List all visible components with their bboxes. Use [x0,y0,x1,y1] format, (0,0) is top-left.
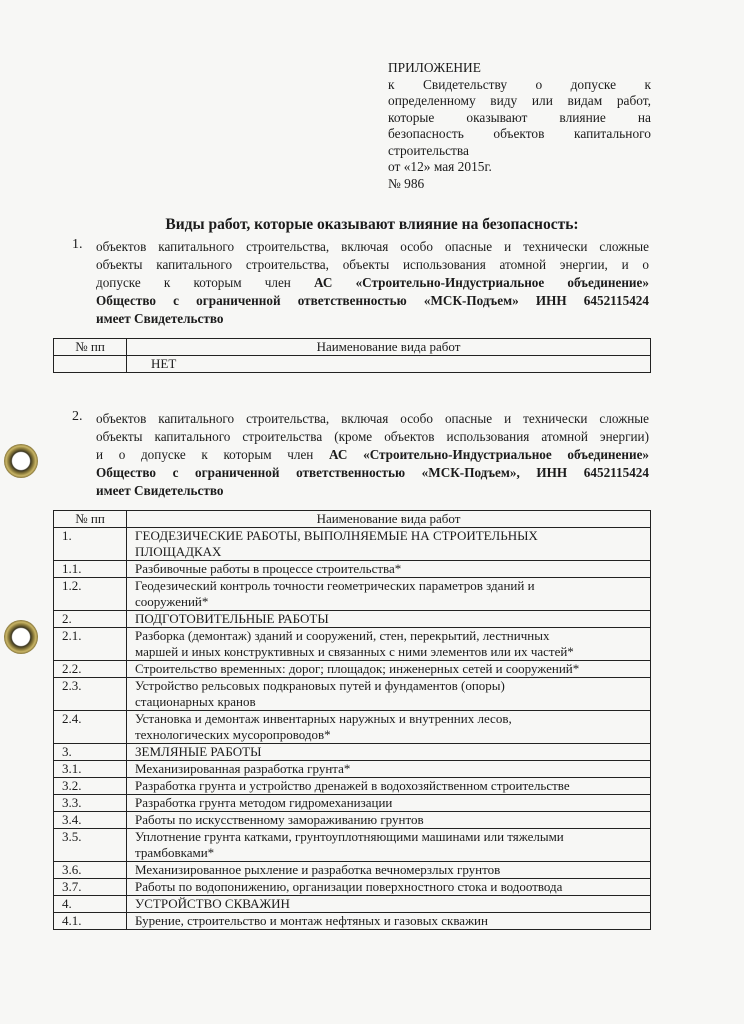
table-cell-line: ПОДГОТОВИТЕЛЬНЫЕ РАБОТЫ [135,611,329,626]
section2-line-bold: АС «Строительно-Индустриальное объединение» [329,447,650,462]
appendix-block [388,60,651,192]
table-cell-line: ЗЕМЛЯНЫЕ РАБОТЫ [135,744,262,759]
table-cell-number: 1.2. [54,578,127,611]
table-cell-number: 1. [54,528,127,561]
table-cell-line: Разборка (демонтаж) зданий и сооружений, стен, перекрытий, лестничных [135,628,550,643]
binder-hole-top [4,444,38,478]
table-cell-name [127,744,651,761]
table-cell-number: 2.4. [54,711,127,744]
appendix-date: от «12» мая 2015г. [388,159,492,174]
section2-number: 2. [72,409,83,424]
table-cell-name [127,829,651,862]
table-row [54,356,651,373]
table-cell-line: сооружений* [135,594,209,609]
table-cell-line: Механизированная разработка грунта* [135,761,351,776]
table-cell-name: НЕТ [127,356,651,373]
table-cell-name [127,778,651,795]
section2-text [96,410,649,500]
table-cell-line: Работы по искусственному замораживанию грунтов [135,812,424,827]
table-cell-number: 2.3. [54,678,127,711]
table-cell-name [127,913,651,930]
section1-table [53,338,651,373]
table-cell-name [127,862,651,879]
table-cell-name [127,611,651,628]
table-cell-line: трамбовками* [135,845,215,860]
table-cell-line: Установка и демонтаж инвентарных наружных и внутренних лесов, [135,711,512,726]
table-cell-name [127,661,651,678]
table-cell-name [127,761,651,778]
appendix-line: определенному виду или видам работ, [388,93,651,108]
table-row [54,711,651,744]
table-cell-line: ПЛОЩАДКАХ [135,544,222,559]
table-cell-line: Разработка грунта методом гидромеханизации [135,795,393,810]
table-cell-name [127,896,651,913]
table-cell-name [127,795,651,812]
table-cell-number: 2.1. [54,628,127,661]
table-cell-number: 3.2. [54,778,127,795]
table-cell-name [127,711,651,744]
column-header-name: Наименование вида работ [127,511,651,528]
table-cell-number: 2.2. [54,661,127,678]
table-row [54,862,651,879]
table-cell-name [127,812,651,829]
table-row [54,795,651,812]
table-cell-number: 4.1. [54,913,127,930]
section1-line [96,274,649,292]
table-cell-line: УСТРОЙСТВО СКВАЖИН [135,896,290,911]
table-row [54,761,651,778]
table-cell-number: 3.3. [54,795,127,812]
section2-line [96,446,649,464]
section1-number: 1. [72,237,83,252]
column-header-number: № пп [54,339,127,356]
table-header-row [54,339,651,356]
table-row [54,812,651,829]
table-cell-line: Уплотнение грунта катками, грунтоуплотняющими машинами или тяжелыми [135,829,564,844]
table-cell-number: 4. [54,896,127,913]
table-cell-number: 3.5. [54,829,127,862]
page-heading: Виды работ, которые оказывают влияние на безопасность: [165,216,579,233]
table-cell-number: 3. [54,744,127,761]
table-cell-line: маршей и иных конструктивных и связанных с ними элементов или их частей* [135,644,574,659]
section2-line: Общество с ограниченной ответственностью «МСК-Подъем», ИНН 6452115424 [96,465,649,480]
appendix-line: которые оказывают влияние на [388,109,651,125]
table-row [54,611,651,628]
section1-line: имеет Свидетельство [96,311,224,326]
table-cell-number [54,356,127,373]
table-cell-line: стационарных кранов [135,694,256,709]
table-row [54,561,651,578]
table-cell-line: Механизированное рыхление и разработка вечномерзлых грунтов [135,862,501,877]
table-header-row [54,511,651,528]
table-cell-line: Разбивочные работы в процессе строительства* [135,561,402,576]
table-cell-number: 3.1. [54,761,127,778]
table-row [54,829,651,862]
section2-table [53,510,651,930]
section2-line-plain: и о допуске к которым член [96,447,314,462]
section1-line: объекты капитального строительства, объекты использования атомной энергии, и о [96,257,649,272]
table-cell-line: ГЕОДЕЗИЧЕСКИЕ РАБОТЫ, ВЫПОЛНЯЕМЫЕ НА СТРОИТЕЛЬНЫХ [135,528,538,543]
section2-line: объектов капитального строительства, включая особо опасные и технически сложные [96,411,649,426]
table-cell-line: Разработка грунта и устройство дренажей в водохозяйственном строительстве [135,778,570,793]
appendix-title: ПРИЛОЖЕНИЕ [388,60,481,75]
table-row [54,528,651,561]
appendix-number: № 986 [388,175,425,191]
table-cell-name [127,678,651,711]
appendix-line: к Свидетельству о допуске к [388,76,651,92]
table-row [54,913,651,930]
table-row [54,661,651,678]
table-cell-name [127,528,651,561]
table-cell-line: Геодезический контроль точности геометрических параметров зданий и [135,578,535,593]
section1-text [96,238,649,328]
table-row [54,678,651,711]
table-cell-line: Устройство рельсовых подкрановых путей и фундаментов (опоры) [135,678,505,693]
table-row [54,628,651,661]
appendix-line: безопасность объектов капитального [388,126,651,141]
section1-line-bold: АС «Строительно-Индустриальное объединение» [314,275,649,290]
column-header-name: Наименование вида работ [127,339,651,356]
table-cell-line: Бурение, строительство и монтаж нефтяных и газовых скважин [135,913,488,928]
column-header-number: № пп [54,511,127,528]
section2-line: объекты капитального строительства (кроме объектов использования атомной энергии) [96,429,649,444]
table-row [54,896,651,913]
table-row [54,879,651,896]
section1-line: объектов капитального строительства, включая особо опасные и технически сложные [96,239,649,254]
table-cell-number: 3.7. [54,879,127,896]
table-cell-name [127,879,651,896]
table-cell-name [127,561,651,578]
appendix-line: строительства [388,142,469,158]
table-cell-number: 3.6. [54,862,127,879]
section1-line: Общество с ограниченной ответственностью «МСК-Подъем» ИНН 6452115424 [96,293,649,308]
table-row [54,778,651,795]
table-row [54,744,651,761]
table-cell-line: Работы по водопонижению, организации поверхностного стока и водоотвода [135,879,563,894]
binder-hole-bottom [4,620,38,654]
table-cell-line: технологических мусоропроводов* [135,727,331,742]
table-cell-name [127,578,651,611]
table-cell-name [127,628,651,661]
table-cell-number: 1.1. [54,561,127,578]
section1-line-plain: допуске к которым член [96,275,291,290]
table-cell-number: 3.4. [54,812,127,829]
table-row [54,578,651,611]
table-cell-number: 2. [54,611,127,628]
section2-line: имеет Свидетельство [96,483,224,498]
table-cell-line: Строительство временных: дорог; площадок; инженерных сетей и сооружений* [135,661,580,676]
